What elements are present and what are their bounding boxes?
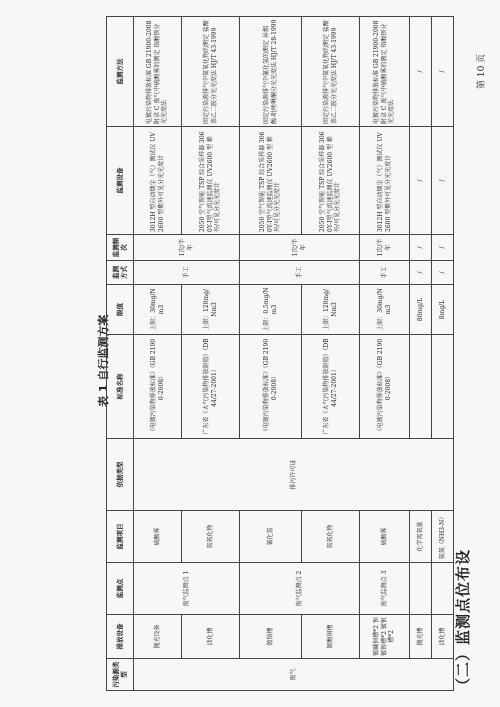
frequency-cell: / — [432, 235, 454, 261]
table-row — [134, 17, 182, 691]
equipment-cell: 2050 空气智能 TSP 综合采样器 3060Y-I型气流速监测仪 UV2600 型 紫外/可见分光光度计 — [182, 127, 240, 235]
frequency-cell: 1次/半年 — [134, 235, 240, 261]
equipment-cell: 3012H 型自动烟尘（气）测试仪 UV2600 型紫外可见分光光度计 — [360, 127, 410, 235]
analysis-cell: 电镀污染物排放标准 GB 21900-2008 附录 C 废气中硫酸雾的测定 铬酸钡分光光度法 — [134, 17, 182, 127]
monitoring-plan-table — [106, 16, 454, 691]
point-cell — [432, 563, 454, 615]
table-title: 表 1 自行监测方案 — [97, 314, 110, 407]
point-cell: 废气监测点 2 — [240, 563, 360, 615]
analysis-cell: 固定污染源排气中氮氧化物的测定 盐酸萘乙二胺分光光度法 HJ/T 43-1999 — [182, 17, 240, 127]
header-cell: 监测方式 — [107, 261, 134, 285]
equipment-cell: 2050 空气智能 TSP 综合采样器 3060Y-I型气流速监测仪 UV2600 型 紫外/可见分光光度计 — [240, 127, 302, 235]
item-cell: 氮氧化物 — [302, 511, 360, 563]
standard-cell: 《电镀污染物排放标准》（GB 21900-2008） — [134, 335, 182, 439]
device-cell: 镀酸铜槽 — [302, 615, 360, 659]
device-cell: 抛光槽 — [410, 615, 432, 659]
point-cell — [410, 563, 432, 615]
analysis-cell: 电镀污染物排放标准 GB 21900-2008 附录 C 废气中硫酸雾的测定 铬酸钡分光光度法 — [360, 17, 410, 127]
limit-cell: 上限：30mg/Nm3 — [360, 285, 410, 335]
standard-cell — [432, 335, 454, 439]
section-title: （二）监测点位布设 — [454, 548, 472, 693]
frequency-cell: / — [410, 235, 432, 261]
limit-cell: 上限：120mg/Nm3 — [182, 285, 240, 335]
limit-cell: 上限：30mg/Nm3 — [134, 285, 182, 335]
item-cell: 化学需氧量 — [410, 511, 432, 563]
analysis-cell: / — [410, 17, 432, 127]
page-number: 第 10 页 — [477, 53, 487, 89]
method-cell: / — [410, 261, 432, 285]
item-cell: 硫酸雾 — [134, 511, 182, 563]
limit-cell: 上限：0.5mg/Nm3 — [240, 285, 302, 335]
table-row — [432, 17, 454, 691]
equipment-cell: / — [410, 127, 432, 235]
limit-cell: 上限：120mg/Nm3 — [302, 285, 360, 335]
device-cell: 镀碱铜槽*2 预镀银槽*2 镀银槽*2 — [360, 615, 410, 659]
standard-cell: 广东省《大气污染物排放限值》（DB44/27-2001） — [302, 335, 360, 439]
header-cell: 限值 — [107, 285, 134, 335]
header-cell: 监测项目 — [107, 511, 134, 563]
equipment-cell: / — [432, 127, 454, 235]
header-cell: 监测点 — [107, 563, 134, 615]
frequency-cell: 1次/半年 — [360, 235, 410, 261]
standard-cell: 《电镀污染物排放标准》（GB 21900-2008） — [240, 335, 302, 439]
basis-cell: 排污许可证 — [134, 439, 454, 511]
item-cell: 氰化氢 — [240, 511, 302, 563]
device-cell: 镀铬槽 — [240, 615, 302, 659]
device-cell: 抛光设备 — [134, 615, 182, 659]
analysis-cell: / — [432, 17, 454, 127]
point-cell: 废气监测点 1 — [134, 563, 240, 615]
method-cell: 手工 — [360, 261, 410, 285]
header-cell: 依据类型 — [107, 439, 134, 511]
standard-cell: 《电镀污染物排放标准》（GB 21900-2008） — [360, 335, 410, 439]
header-cell: 监测设备 — [107, 127, 134, 235]
standard-cell — [410, 335, 432, 439]
analysis-cell: 固定污染源排气中氰化氢的测定 异烟酸-吡唑啉酮分光光度法 HJ/T 28-1999 — [240, 17, 302, 127]
header-cell: 监测方法 — [107, 17, 134, 127]
limit-cell: 80mg/L — [410, 285, 432, 335]
table-row — [240, 17, 302, 691]
equipment-cell: 3012H 型自动烟尘（气）测试仪 UV2600 型紫外可见分光光度计 — [134, 127, 182, 235]
equipment-cell: 2050 空气智能 TSP 综合采样器 3060Y-I型气流速监测仪 UV2600 型 紫外/可见分光光度计 — [302, 127, 360, 235]
header-cell: 标准名称 — [107, 335, 134, 439]
header-cell: 排放设备 — [107, 615, 134, 659]
limit-cell: 8mg/L — [432, 285, 454, 335]
source-type-cell: 废气 — [134, 659, 454, 691]
header-cell: 污染源类型 — [107, 659, 134, 691]
standard-cell: 广东省《大气污染物排放限值》（DB44/27-2001） — [182, 335, 240, 439]
analysis-cell: 固定污染源排气中氮氧化物的测定 盐酸萘乙二胺分光光度法 HJ/T 43-1999 — [302, 17, 360, 127]
item-cell: 硫酸雾 — [360, 511, 410, 563]
table-row — [410, 17, 432, 691]
table-header-row — [107, 17, 134, 691]
device-cell: 活化槽 — [432, 615, 454, 659]
method-cell: 手工 — [240, 261, 360, 285]
method-cell: 手工 — [134, 261, 240, 285]
frequency-cell: 1次/半年 — [240, 235, 360, 261]
device-cell: 活化槽 — [182, 615, 240, 659]
table-row — [360, 17, 410, 691]
item-cell: 氮氧化物 — [182, 511, 240, 563]
header-cell: 监测频次 — [107, 235, 134, 261]
item-cell: 氨氮（NH3-N） — [432, 511, 454, 563]
point-cell: 废气监测点 3 — [360, 563, 410, 615]
method-cell: / — [432, 261, 454, 285]
